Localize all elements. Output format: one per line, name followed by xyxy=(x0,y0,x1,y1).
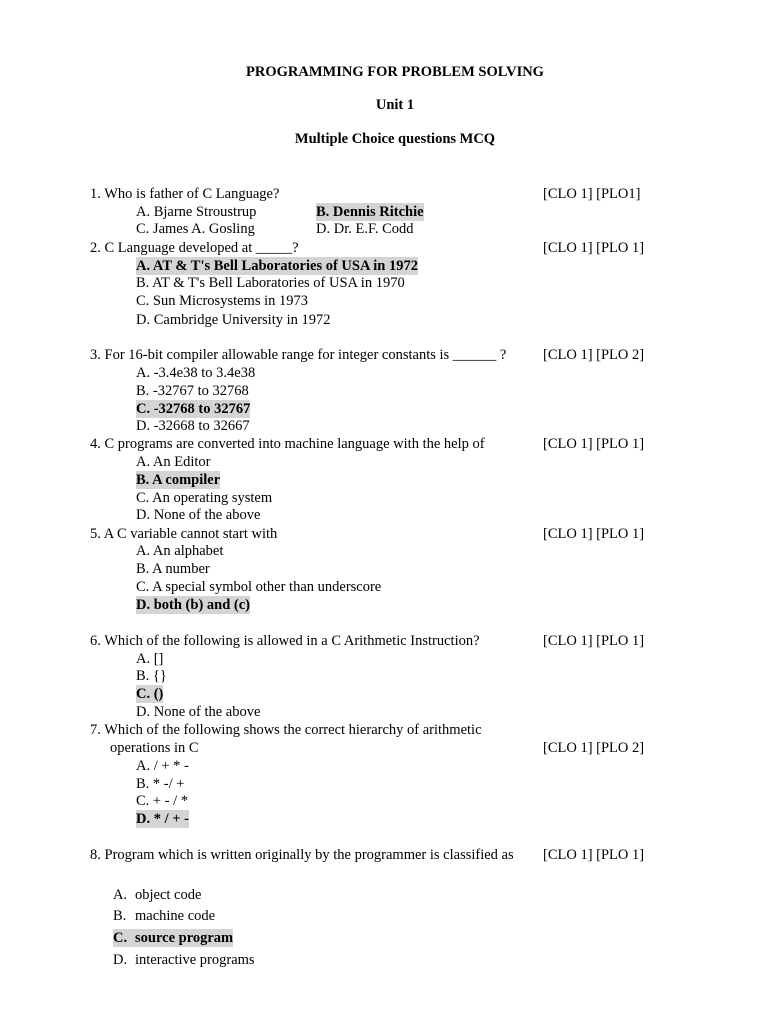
q3-option-d: D. -32668 to 32667 xyxy=(136,418,250,434)
q6-option-a: A. [] xyxy=(136,651,164,667)
q5-option-c: C. A special symbol other than underscore xyxy=(136,579,382,595)
question-2-tag: [CLO 1] [PLO 1] xyxy=(543,240,645,256)
q3-option-b: B. -32767 to 32768 xyxy=(136,383,249,399)
q5-option-b: B. A number xyxy=(136,561,210,577)
q2-option-b: B. AT & T's Bell Laboratories of USA in 1970 xyxy=(136,275,405,291)
q8-option-d-text: interactive programs xyxy=(135,952,255,968)
q7-option-a: A. / + * - xyxy=(136,758,189,774)
q6-option-b: B. {} xyxy=(136,668,167,684)
q1-option-a: A. Bjarne Stroustrup xyxy=(136,204,257,220)
q4-option-b-answer: B. A compiler xyxy=(136,472,221,488)
q6-option-d: D. None of the above xyxy=(136,704,261,720)
q1-option-d: D. Dr. E.F. Codd xyxy=(316,221,414,237)
q8-option-d xyxy=(113,951,255,969)
question-6-tag: [CLO 1] [PLO 1] xyxy=(543,633,645,649)
mcq-subtitle: Multiple Choice questions MCQ xyxy=(294,131,496,147)
q8-option-a-letter: A. xyxy=(113,887,128,903)
question-2: 2. C Language developed at _____? xyxy=(90,240,299,256)
question-1: 1. Who is father of C Language? xyxy=(90,186,280,202)
q8-option-a xyxy=(113,886,201,904)
q7-option-c: C. + - / * xyxy=(136,793,189,809)
question-4-tag: [CLO 1] [PLO 1] xyxy=(543,436,645,452)
question-7: 7. Which of the following shows the correct hierarchy of arithmetic xyxy=(90,722,482,738)
q4-option-a: A. An Editor xyxy=(136,454,211,470)
q8-option-c-text: source program xyxy=(135,930,234,946)
question-6: 6. Which of the following is allowed in a C Arithmetic Instruction? xyxy=(90,633,480,649)
q2-option-d: D. Cambridge University in 1972 xyxy=(136,312,331,328)
q7-option-d-answer: D. * / + - xyxy=(136,811,189,827)
q3-option-c-answer: C. -32768 to 32767 xyxy=(136,401,251,417)
q8-option-b-text: machine code xyxy=(135,908,216,924)
q8-option-d-letter: D. xyxy=(113,952,128,968)
question-5-tag: [CLO 1] [PLO 1] xyxy=(543,526,645,542)
question-3: 3. For 16-bit compiler allowable range for integer constants is ______ ? xyxy=(90,347,507,363)
q8-option-b-letter: B. xyxy=(113,908,127,924)
q8-option-a-text: object code xyxy=(135,887,202,903)
question-3-tag: [CLO 1] [PLO 2] xyxy=(543,347,645,363)
question-7-continued: operations in C xyxy=(110,740,199,756)
q8-option-b xyxy=(113,907,215,925)
q2-option-a-answer: A. AT & T's Bell Laboratories of USA in 1972 xyxy=(136,258,418,274)
document-title: PROGRAMMING FOR PROBLEM SOLVING xyxy=(246,64,544,80)
q6-option-c-answer: C. () xyxy=(136,686,164,702)
q8-option-c-letter: C. xyxy=(113,930,128,946)
q7-option-b: B. * -/ + xyxy=(136,776,185,792)
question-8-tag: [CLO 1] [PLO 1] xyxy=(543,847,645,863)
q1-option-c: C. James A. Gosling xyxy=(136,221,255,237)
q2-option-c: C. Sun Microsystems in 1973 xyxy=(136,293,308,309)
q5-option-d-answer: D. both (b) and (c) xyxy=(136,597,250,613)
q3-option-a: A. -3.4e38 to 3.4e38 xyxy=(136,365,256,381)
q8-option-c-answer xyxy=(113,929,233,947)
question-7-tag: [CLO 1] [PLO 2] xyxy=(543,740,645,756)
question-8: 8. Program which is written originally by the programmer is classified as xyxy=(90,847,514,863)
q4-option-c: C. An operating system xyxy=(136,490,273,506)
unit-heading: Unit 1 xyxy=(375,97,415,113)
q1-option-b-answer: B. Dennis Ritchie xyxy=(316,204,424,220)
question-4: 4. C programs are converted into machine language with the help of xyxy=(90,436,485,452)
q4-option-d: D. None of the above xyxy=(136,507,261,523)
question-5: 5. A C variable cannot start with xyxy=(90,526,278,542)
q5-option-a: A. An alphabet xyxy=(136,543,224,559)
question-1-tag: [CLO 1] [PLO1] xyxy=(543,186,641,202)
